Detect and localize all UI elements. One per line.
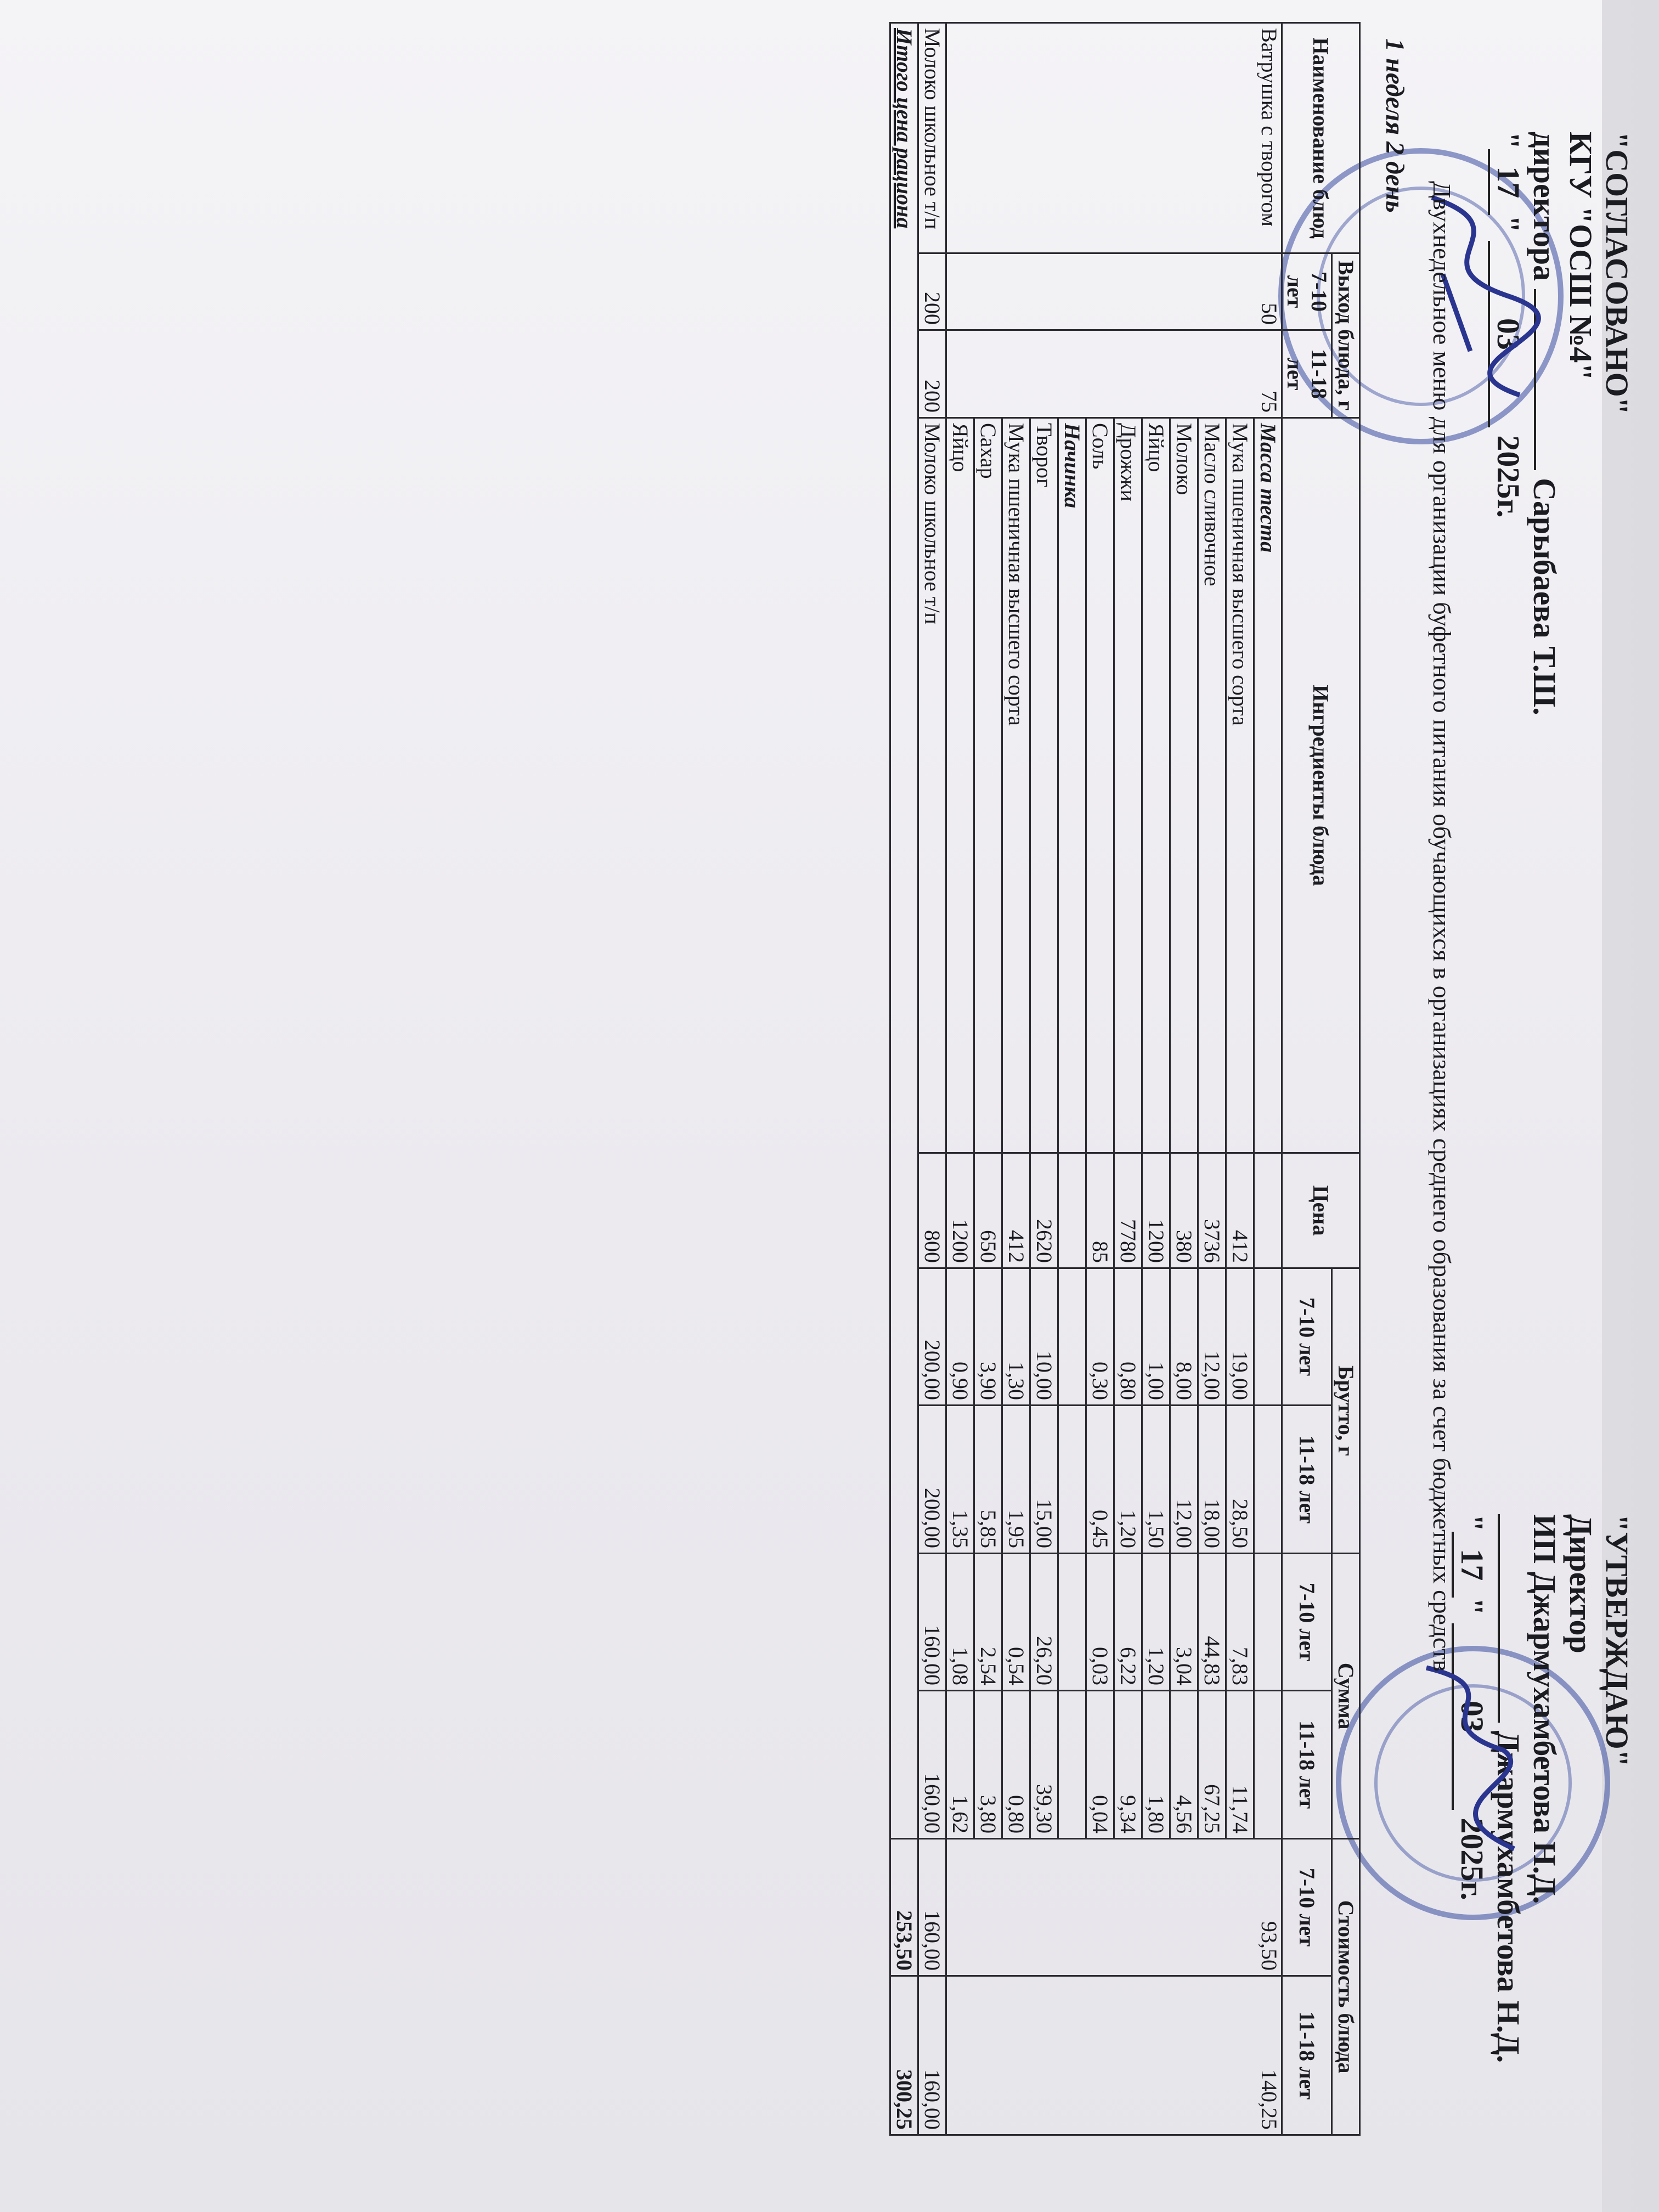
sum-11-18-cell: 11,74 xyxy=(1226,1691,1254,1839)
dish-cost-7-10: 160,00 xyxy=(918,1839,946,1976)
dish-cost-11-18: 160,00 xyxy=(918,1976,946,2135)
brutto-7-10-cell: 3,90 xyxy=(974,1268,1002,1406)
header-sum: Сумма xyxy=(1332,1554,1360,1839)
sum-11-18-cell: 0,04 xyxy=(1086,1691,1114,1839)
header-age-11-18: 11-18 лет xyxy=(1282,1691,1332,1839)
brutto-11-18-cell: 1,35 xyxy=(946,1406,974,1554)
sum-11-18-cell xyxy=(1058,1691,1086,1839)
sum-7-10-cell: 0,54 xyxy=(1002,1554,1030,1691)
ingredient-name: Яйцо xyxy=(1142,418,1170,1153)
ingredient-name: Дрожжи xyxy=(1114,418,1142,1153)
sum-7-10-cell: 1,08 xyxy=(946,1554,974,1691)
header-output: Выход блюда, г xyxy=(1332,253,1360,418)
brutto-7-10-cell xyxy=(1058,1268,1086,1406)
price-cell: 412 xyxy=(1002,1153,1030,1268)
header-ingredients: Ингредиенты блюда xyxy=(1282,418,1360,1153)
ingredient-name: Творог xyxy=(1030,418,1058,1153)
price-cell: 7780 xyxy=(1114,1153,1142,1268)
ingredient-name: Сахар xyxy=(974,418,1002,1153)
sum-11-18-cell: 1,80 xyxy=(1142,1691,1170,1839)
total-11-18: 300,25 xyxy=(890,1976,918,2135)
brutto-7-10-cell: 0,90 xyxy=(946,1268,974,1406)
approval-right-title: "УТВЕРЖДАЮ" xyxy=(1599,1514,1635,1767)
sum-7-10-cell: 6,22 xyxy=(1114,1554,1142,1691)
brutto-11-18-cell xyxy=(1058,1406,1086,1554)
brutto-11-18-cell: 15,00 xyxy=(1030,1406,1058,1554)
approval-left-day: 17 xyxy=(1488,149,1526,215)
sum-7-10-cell: 1,20 xyxy=(1142,1554,1170,1691)
brutto-7-10-cell: 19,00 xyxy=(1226,1268,1254,1406)
brutto-7-10-cell: 12,00 xyxy=(1198,1268,1226,1406)
price-cell: 380 xyxy=(1170,1153,1198,1268)
brutto-11-18-cell: 12,00 xyxy=(1170,1406,1198,1554)
brutto-7-10-cell: 0,30 xyxy=(1086,1268,1114,1406)
price-cell: 800 xyxy=(918,1153,946,1268)
brutto-11-18-cell xyxy=(1254,1406,1282,1554)
approval-right-month: 03 xyxy=(1452,1623,1490,1810)
brutto-11-18-cell: 28,50 xyxy=(1226,1406,1254,1554)
header-age-7-10: 7-10 лет xyxy=(1282,1554,1332,1691)
brutto-11-18-cell: 1,20 xyxy=(1114,1406,1142,1554)
price-cell xyxy=(1058,1153,1086,1268)
brutto-11-18-cell: 18,00 xyxy=(1198,1406,1226,1554)
brutto-11-18-cell: 200,00 xyxy=(918,1406,946,1554)
header-brutto: Брутто, г xyxy=(1332,1268,1360,1554)
ingredient-name: Молоко школьное т/п xyxy=(918,418,946,1153)
approval-left-position: директора xyxy=(1527,132,1562,281)
sum-11-18-cell: 9,34 xyxy=(1114,1691,1142,1839)
sum-7-10-cell: 44,83 xyxy=(1198,1554,1226,1691)
price-cell: 3736 xyxy=(1198,1153,1226,1268)
sum-11-18-cell: 160,00 xyxy=(918,1691,946,1839)
brutto-7-10-cell: 10,00 xyxy=(1030,1268,1058,1406)
header-age-11-18: 11-18 лет xyxy=(1282,1406,1332,1554)
approval-left-title: "СОГЛАСОВАНО" xyxy=(1599,132,1635,415)
dish-name: Молоко школьное т/п xyxy=(918,23,946,253)
dish-output-7-10: 200 xyxy=(918,253,946,330)
ingredient-name: Соль xyxy=(1086,418,1114,1153)
price-cell: 650 xyxy=(974,1153,1002,1268)
approval-left-name: Сарыбаева Т.Ш. xyxy=(1527,478,1562,715)
approval-right-org: ИП Джармухамбетова Н.Д. xyxy=(1527,1514,1562,1904)
brutto-7-10-cell: 0,80 xyxy=(1114,1268,1142,1406)
week-day-label: 1 неделя 2 день xyxy=(1380,38,1409,213)
dish-output-7-10: 50 xyxy=(946,253,1282,330)
sum-11-18-cell: 39,30 xyxy=(1030,1691,1058,1839)
sum-11-18-cell: 0,80 xyxy=(1002,1691,1030,1839)
ingredient-name: Масло сливочное xyxy=(1198,418,1226,1153)
price-cell: 1200 xyxy=(1142,1153,1170,1268)
brutto-11-18-cell: 1,95 xyxy=(1002,1406,1030,1554)
total-row xyxy=(890,23,918,2135)
approval-right-year: 2025г. xyxy=(1454,1818,1490,1900)
sum-11-18-cell xyxy=(1254,1691,1282,1839)
dish-cost-7-10: 93,50 xyxy=(946,1839,1282,1976)
section-label: Начинка xyxy=(1058,418,1086,1153)
approval-left-date: "17" 03 2025г. xyxy=(1488,132,1526,817)
dish-output-11-18: 75 xyxy=(946,330,1282,418)
approval-right-position: Директор xyxy=(1563,1514,1599,1654)
ingredient-name: Молоко xyxy=(1170,418,1198,1153)
header-age-11-18: 11-18 лет xyxy=(1282,1976,1332,2135)
menu-title: Двухнедельное меню для организации буфетного питания обучающихся в организациях среднего образования за счет бюджетных средств xyxy=(1428,181,1456,1672)
price-cell xyxy=(1254,1153,1282,1268)
brutto-7-10-cell xyxy=(1254,1268,1282,1406)
section-label: Масса теста xyxy=(1254,418,1282,1153)
document-page xyxy=(22,5,1635,2172)
sum-7-10-cell: 26,20 xyxy=(1030,1554,1058,1691)
sum-11-18-cell: 3,80 xyxy=(974,1691,1002,1839)
brutto-7-10-cell: 200,00 xyxy=(918,1268,946,1406)
header-age-7-10: 7-10 лет xyxy=(1282,1839,1332,1976)
brutto-7-10-cell: 1,30 xyxy=(1002,1268,1030,1406)
brutto-7-10-cell: 1,00 xyxy=(1142,1268,1170,1406)
total-7-10: 253,50 xyxy=(890,1839,918,1976)
menu-table xyxy=(889,22,1361,2136)
brutto-11-18-cell: 5,85 xyxy=(974,1406,1002,1554)
approval-left-org: КГУ "ОСШ №4" xyxy=(1563,132,1599,381)
sum-7-10-cell: 0,03 xyxy=(1086,1554,1114,1691)
sum-11-18-cell: 1,62 xyxy=(946,1691,974,1839)
header-age-7-10: 7-10 лет xyxy=(1282,1268,1332,1406)
signature-left xyxy=(1388,187,1553,450)
approval-left-month: 03 xyxy=(1488,241,1526,427)
header-cost: Стоимость блюда xyxy=(1332,1839,1360,2135)
dish-name: Ватрушка с творогом xyxy=(946,23,1282,253)
header-age-7-10: 7-10 лет xyxy=(1282,253,1332,330)
sum-7-10-cell: 7,83 xyxy=(1226,1554,1254,1691)
header-row-1 xyxy=(1332,23,1360,2135)
table-row xyxy=(1254,23,1282,2135)
ingredient-name: Яйцо xyxy=(946,418,974,1153)
signature-right xyxy=(1388,1651,1553,1882)
sum-7-10-cell: 3,04 xyxy=(1170,1554,1198,1691)
ingredient-name: Мука пшеничная высшего сорта xyxy=(1226,418,1254,1153)
total-label: Итого цена рациона xyxy=(890,23,918,1839)
brutto-11-18-cell: 0,45 xyxy=(1086,1406,1114,1554)
sum-7-10-cell xyxy=(1254,1554,1282,1691)
dish-cost-11-18: 140,25 xyxy=(946,1976,1282,2135)
price-cell: 2620 xyxy=(1030,1153,1058,1268)
approval-right-date: "17" 03 2025г. xyxy=(1452,1514,1490,2145)
brutto-7-10-cell: 8,00 xyxy=(1170,1268,1198,1406)
price-cell: 1200 xyxy=(946,1153,974,1268)
sum-7-10-cell: 2,54 xyxy=(974,1554,1002,1691)
table-row xyxy=(918,23,946,2135)
approval-right-day: 17 xyxy=(1452,1532,1490,1598)
ingredient-name: Мука пшеничная высшего сорта xyxy=(1002,418,1030,1153)
header-price: Цена xyxy=(1282,1153,1360,1268)
approval-right-name: Джармухамбетова Н.Д. xyxy=(1491,1730,1526,2063)
header-age-11-18: 11-18 лет xyxy=(1282,330,1332,418)
sum-11-18-cell: 67,25 xyxy=(1198,1691,1226,1839)
price-cell: 85 xyxy=(1086,1153,1114,1268)
dish-output-11-18: 200 xyxy=(918,330,946,418)
header-dish: Наименование блюд xyxy=(1282,23,1360,253)
brutto-11-18-cell: 1,50 xyxy=(1142,1406,1170,1554)
approval-left-year: 2025г. xyxy=(1491,435,1526,518)
sum-7-10-cell: 160,00 xyxy=(918,1554,946,1691)
price-cell: 412 xyxy=(1226,1153,1254,1268)
sum-11-18-cell: 4,56 xyxy=(1170,1691,1198,1839)
sum-7-10-cell xyxy=(1058,1554,1086,1691)
